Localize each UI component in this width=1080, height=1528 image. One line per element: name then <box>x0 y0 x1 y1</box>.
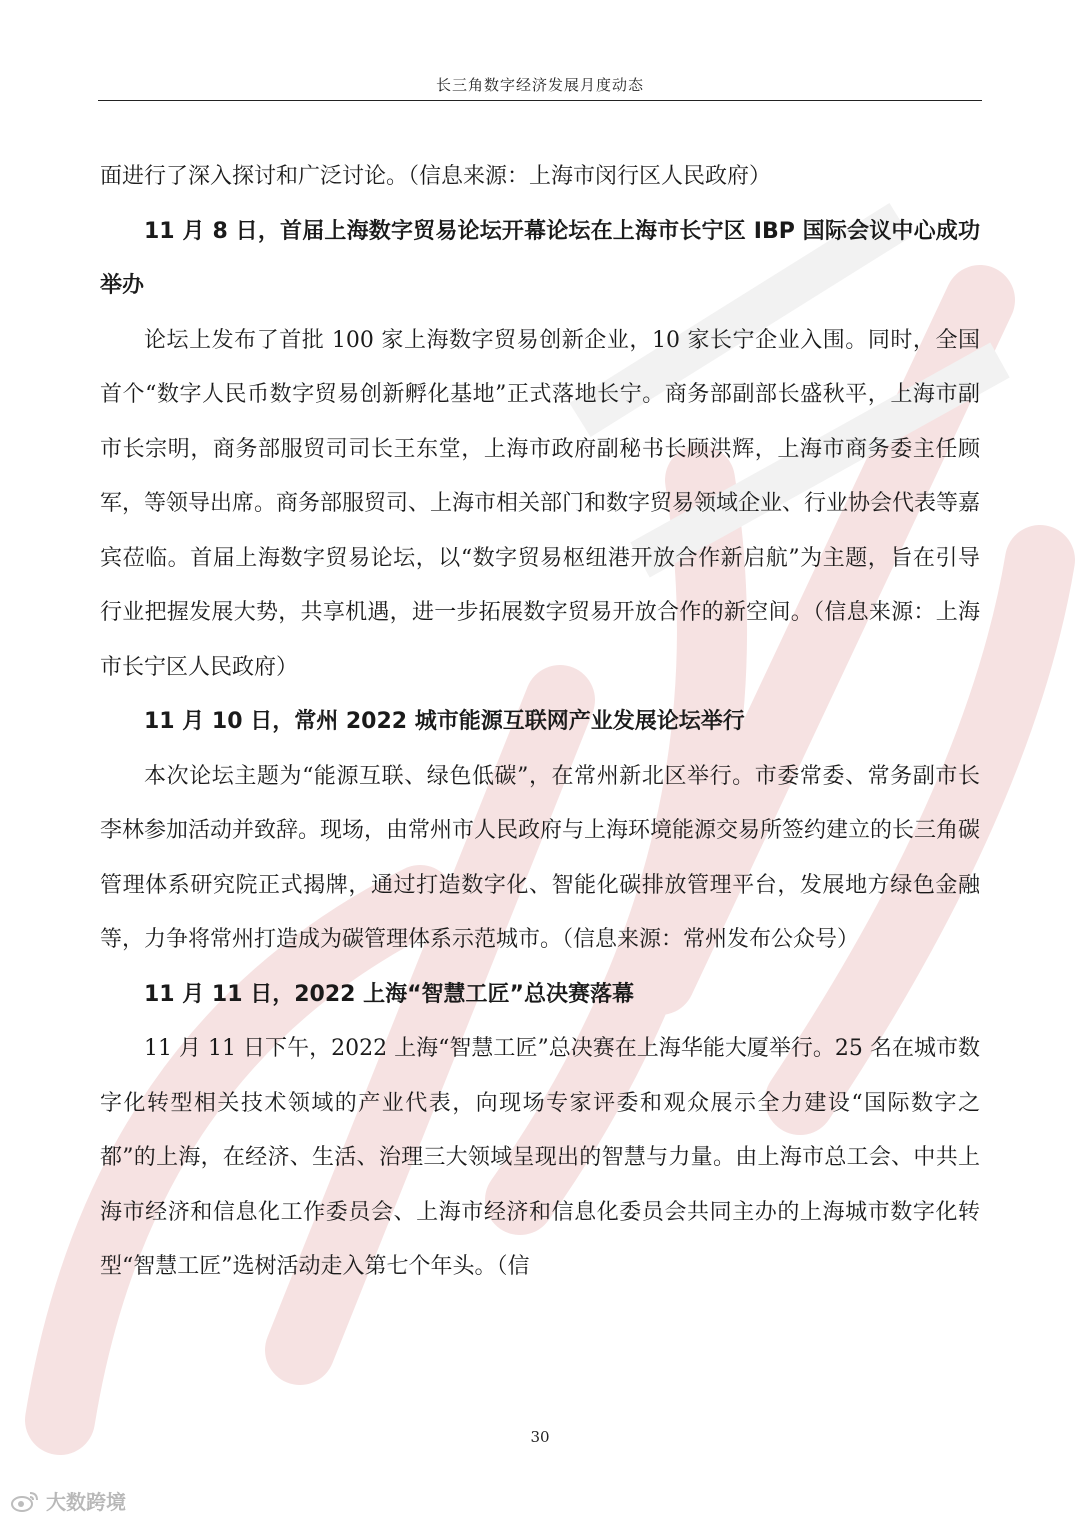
logo-text: 大数跨境 <box>46 1490 126 1514</box>
header-divider <box>98 100 982 101</box>
running-header: 长三角数字经济发展月度动态 <box>435 76 644 94</box>
paragraph: 面进行了深入探讨和广泛讨论。（信息来源：上海市闵行区人民政府） <box>100 164 772 189</box>
news-heading: 11 月 11 日，2022 上海“智慧工匠”总决赛落幕 <box>144 981 635 1007</box>
paragraph: 论坛上发布了首批 100 家上海数字贸易创新企业，10 家长宁企业入围。同时，全国首个“数字人民币数字贸易创新孵化基地”正式落地长宁。商务部副部长盛秋平，上海市副市长宗明，商务部服贸司司长王东堂，上海市政府副秘书长顾洪辉，上海市商务委主任顾军，等领导出席。商务部服贸司、上海市相关部门和数字贸易领域企业、行业协会代表等嘉宾莅临。首届上海数字贸易论坛，以“数字贸易枢纽港开放合作新启航”为主题，旨在引导行业把握发展大势，共享机遇，进一步拓展数字贸易开放合作的新空间。（信息来源：上海市长宁区人民政府） <box>100 327 981 680</box>
paragraph: 本次论坛主题为“能源互联、绿色低碳”，在常州新北区举行。市委常委、常务副市长李林参加活动并致辞。现场，由常州市人民政府与上海环境能源交易所签约建立的长三角碳管理体系研究院正式揭牌，通过打造数字化、智能化碳排放管理平台，发展地方绿色金融等，力争将常州打造成为碳管理体系示范城市。（信息来源：常州发布公众号） <box>100 763 981 952</box>
news-heading: 11 月 8 日，首届上海数字贸易论坛开幕论坛在上海市长宁区 IBP 国际会议中心成功举办 <box>100 218 980 298</box>
source-logo <box>10 1486 126 1515</box>
article-body <box>100 150 980 1295</box>
page-number: 30 <box>530 1428 550 1446</box>
paragraph: 11 月 11 日下午，2022 上海“智慧工匠”总决赛在上海华能大厦举行。25 名在城市数字化转型相关技术领域的产业代表，向现场专家评委和观众展示全力建设“国际数字之都”的上海，在经济、生活、治理三大领域呈现出的智慧与力量。由上海市总工会、中共上海市经济和信息化工作委员会、上海市经济和信息化委员会共同主办的上海城市数字化转型“智慧工匠”选树活动走入第七个年头。（信 <box>100 1036 980 1279</box>
news-heading: 11 月 10 日，常州 2022 城市能源互联网产业发展论坛举行 <box>144 709 745 734</box>
weibo-icon <box>10 1489 40 1513</box>
